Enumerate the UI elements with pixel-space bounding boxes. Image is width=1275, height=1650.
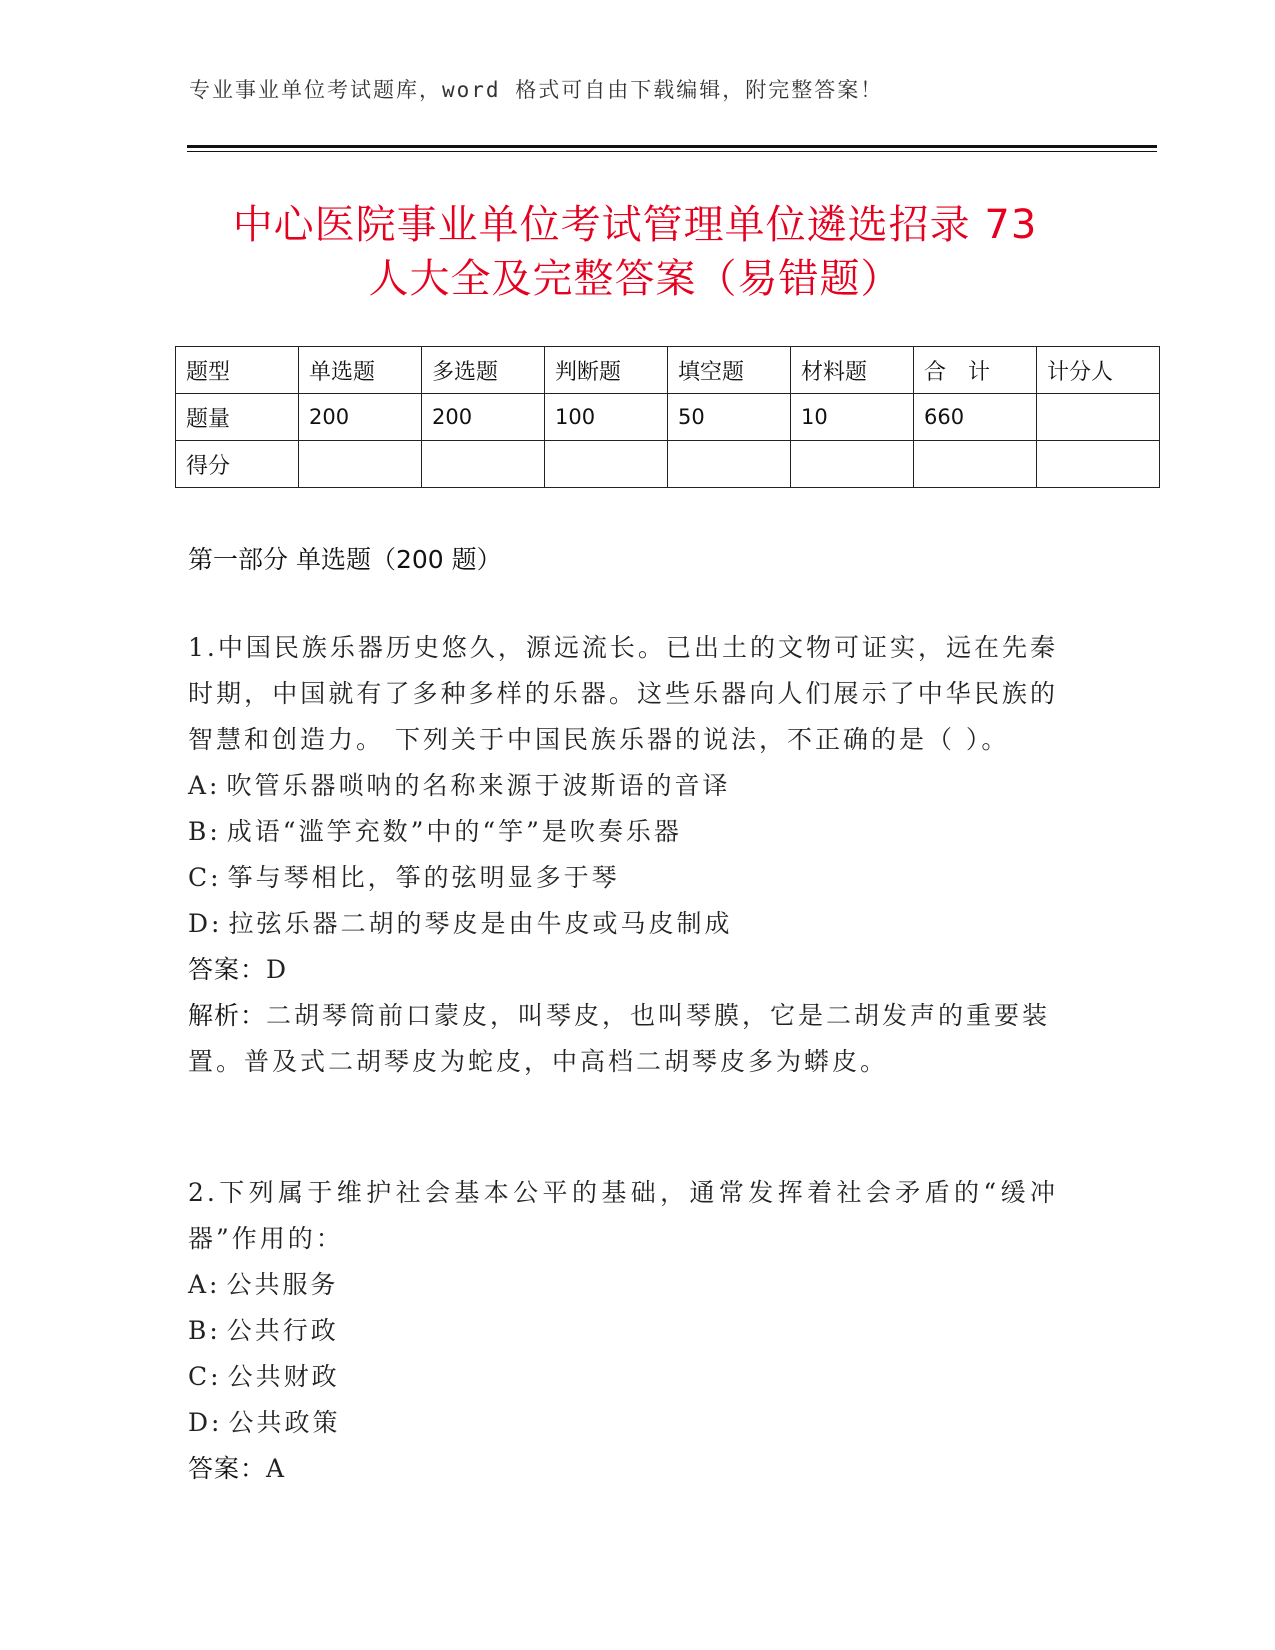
score-cell-scorer <box>1037 441 1160 488</box>
score-cell-label: 得分 <box>176 441 299 488</box>
question-stem: 1.中国民族乐器历史悠久，源远流长。已出土的文物可证实，远在先秦时期，中国就有了多种多样的乐器。这些乐器向人们展示了中华民族的智慧和创造力。 下列关于中国民族乐器的说法，不正确的是（ ）。 <box>188 633 1058 754</box>
question-1 <box>188 625 1058 1085</box>
score-table-count-row <box>176 394 1160 441</box>
score-cell-total <box>914 441 1037 488</box>
count-cell-fill: 50 <box>668 394 791 441</box>
option-c <box>188 1354 1058 1400</box>
count-cell-multiple: 200 <box>422 394 545 441</box>
option-text: 公共政策 <box>228 1408 341 1437</box>
option-key: C: <box>188 863 222 892</box>
header-cell-single: 单选题 <box>299 347 422 394</box>
option-b <box>188 1308 1058 1354</box>
header-cell-total: 合 计 <box>914 347 1037 394</box>
option-key: D: <box>188 909 223 938</box>
option-text: 筝与琴相比，筝的弦明显多于琴 <box>227 863 620 892</box>
header-rule-thick <box>187 145 1157 148</box>
option-key: B: <box>188 1316 221 1345</box>
score-table-score-row <box>176 441 1160 488</box>
header-cell-multiple: 多选题 <box>422 347 545 394</box>
header-cell-fill: 填空题 <box>668 347 791 394</box>
header-cell-type: 题型 <box>176 347 299 394</box>
document-title <box>170 198 1100 306</box>
analysis-line <box>188 993 1058 1085</box>
header-cell-scorer: 计分人 <box>1037 347 1160 394</box>
score-cell-fill <box>668 441 791 488</box>
option-text: 公共行政 <box>226 1316 339 1345</box>
header-rule-thin <box>187 151 1157 152</box>
option-a <box>188 763 1058 809</box>
option-key: A: <box>188 1270 221 1299</box>
option-text: 公共财政 <box>227 1362 340 1391</box>
answer-label: 答案： <box>188 955 267 984</box>
count-cell-judge: 100 <box>545 394 668 441</box>
option-text: 吹管乐器唢呐的名称来源于波斯语的音译 <box>226 771 731 800</box>
score-table <box>175 346 1160 488</box>
title-line-1: 中心医院事业单位考试管理单位遴选招录 73 <box>232 202 1038 248</box>
answer-label: 答案： <box>188 1454 267 1483</box>
score-cell-material <box>791 441 914 488</box>
option-text: 成语“滥竽充数”中的“竽”是吹奏乐器 <box>226 817 682 846</box>
score-cell-judge <box>545 441 668 488</box>
option-key: B: <box>188 817 221 846</box>
count-cell-label: 题量 <box>176 394 299 441</box>
score-cell-multiple <box>422 441 545 488</box>
answer-value: D <box>266 955 290 984</box>
count-cell-scorer <box>1037 394 1160 441</box>
title-line-2: 人大全及完整答案（易错题） <box>368 256 902 302</box>
header-note: 专业事业单位考试题库，word 格式可自由下载编辑，附完整答案！ <box>189 78 884 102</box>
header-cell-material: 材料题 <box>791 347 914 394</box>
option-d <box>188 1400 1058 1446</box>
option-key: D: <box>188 1408 223 1437</box>
count-cell-material: 10 <box>791 394 914 441</box>
analysis-text: 二胡琴筒前口蒙皮，叫琴皮，也叫琴膜，它是二胡发声的重要装置。普及式二胡琴皮为蛇皮，中高档二胡琴皮多为蟒皮。 <box>188 1001 1051 1076</box>
option-key: A: <box>188 771 221 800</box>
score-cell-single <box>299 441 422 488</box>
option-d <box>188 901 1058 947</box>
option-text: 拉弦乐器二胡的琴皮是由牛皮或马皮制成 <box>228 909 733 938</box>
option-b <box>188 809 1058 855</box>
score-table-header-row <box>176 347 1160 394</box>
option-key: C: <box>188 1362 222 1391</box>
option-c <box>188 855 1058 901</box>
question-stem: 2.下列属于维护社会基本公平的基础，通常发挥着社会矛盾的“缓冲器”作用的： <box>188 1178 1058 1253</box>
option-text: 公共服务 <box>226 1270 339 1299</box>
option-a <box>188 1262 1058 1308</box>
question-2 <box>188 1170 1058 1492</box>
count-cell-total: 660 <box>914 394 1037 441</box>
answer-line <box>188 947 1058 993</box>
answer-value: A <box>266 1454 288 1483</box>
count-cell-single: 200 <box>299 394 422 441</box>
header-cell-judge: 判断题 <box>545 347 668 394</box>
analysis-label: 解析： <box>188 1001 267 1030</box>
section-heading: 第一部分 单选题（200 题） <box>188 545 502 574</box>
answer-line <box>188 1446 1058 1492</box>
